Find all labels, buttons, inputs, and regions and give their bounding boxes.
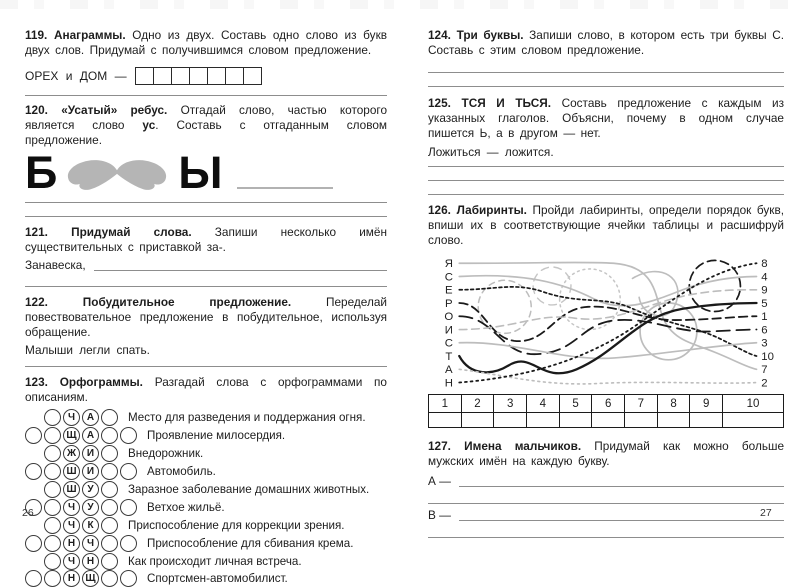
table-header-cell: 5	[559, 395, 592, 413]
maze-number: 5	[761, 297, 768, 310]
writing-line[interactable]	[428, 180, 784, 181]
letter-circle[interactable]: Ч	[63, 517, 80, 534]
empty-circle[interactable]	[25, 570, 42, 587]
page-right	[428, 0, 784, 538]
clue-text: Ветхое жильё.	[147, 500, 225, 514]
maze-path	[459, 316, 756, 354]
exercise-number: 125.	[428, 96, 451, 110]
empty-circle[interactable]	[101, 499, 118, 516]
table-header-cell: 3	[494, 395, 527, 413]
rebus-letter-left: Б	[25, 147, 57, 198]
table-header-cell: 4	[527, 395, 560, 413]
clue-text: Как происходит личная встреча.	[128, 554, 302, 568]
exercise-number: 122.	[25, 295, 48, 309]
letter-circle[interactable]: И	[82, 445, 99, 462]
table-answer-cell[interactable]	[657, 413, 690, 428]
clue-text: Приспособление для коррекции зрения.	[128, 518, 345, 532]
clue-text: Проявление милосердия.	[147, 429, 286, 443]
clue-text: Место для разведения и поддержания огня.	[128, 411, 366, 425]
orfogrammy-row	[25, 570, 387, 588]
mustache-rebus	[25, 147, 387, 198]
letter-circle[interactable]: Ч	[63, 553, 80, 570]
table-answer-cell[interactable]	[527, 413, 560, 428]
letter-circle[interactable]: Щ	[63, 427, 80, 444]
maze-letter: О	[444, 311, 454, 324]
rebus-letter-right: Ы	[178, 147, 222, 198]
exercise-number: 119.	[25, 28, 48, 42]
clue-text: Спортсмен-автомобилист.	[147, 572, 288, 586]
empty-circle[interactable]	[101, 481, 118, 498]
table-header-cell: 8	[657, 395, 690, 413]
clue-text: Автомобиль.	[147, 465, 216, 479]
empty-circle[interactable]	[120, 463, 137, 480]
empty-circle[interactable]	[44, 427, 61, 444]
exercise-title: Имена мальчиков.	[464, 439, 582, 453]
rebus-answer-line[interactable]	[237, 187, 333, 189]
orfogrammy-rows	[25, 409, 387, 588]
table-answer-cell[interactable]	[723, 413, 784, 428]
maze-letter: А	[445, 364, 453, 377]
maze-number: 7	[761, 364, 768, 377]
writing-line[interactable]	[428, 537, 784, 538]
table-header-cell: 10	[723, 395, 784, 413]
table-header-cell: 7	[625, 395, 658, 413]
writing-line[interactable]	[428, 166, 784, 167]
empty-circle[interactable]	[44, 570, 61, 587]
table-header-cell: 2	[461, 395, 494, 413]
exercise-121-heading	[25, 225, 387, 255]
exercise-text: Переделай повествовательное предложение в побудительное, используя обращение.	[25, 295, 387, 339]
maze-number: 6	[761, 324, 768, 337]
anagram-letter-box[interactable]	[189, 67, 208, 85]
maze-tangle-decoration	[533, 267, 571, 305]
orfogrammy-row	[25, 498, 387, 516]
orfogrammy-row	[25, 552, 387, 570]
letter-circle[interactable]: К	[82, 517, 99, 534]
table-answer-cell[interactable]	[429, 413, 462, 428]
writing-line[interactable]	[25, 202, 387, 203]
letter-circle[interactable]: Ч	[63, 499, 80, 516]
table-header-cell: 6	[592, 395, 625, 413]
mustache-icon	[58, 157, 176, 193]
writing-line[interactable]	[428, 503, 784, 504]
empty-circle[interactable]	[101, 445, 118, 462]
anagram-conjunction: и	[65, 69, 73, 83]
empty-circle[interactable]	[120, 535, 137, 552]
exercise-126-heading	[428, 203, 784, 248]
table-answer-cell[interactable]	[690, 413, 723, 428]
maze-path	[459, 290, 756, 330]
table-header-cell: 1	[429, 395, 462, 413]
clue-text: Заразное заболевание домашних животных.	[128, 483, 370, 496]
maze-number: 2	[761, 377, 768, 390]
decode-table-answer-row	[429, 413, 784, 428]
exercise-text: Разгадай слова с орфограммами по описаниям.	[25, 375, 387, 404]
empty-circle[interactable]	[101, 570, 118, 587]
anagram-word-1: ОРЕХ	[25, 69, 59, 83]
anagram-letter-box[interactable]	[135, 67, 154, 85]
empty-circle[interactable]	[25, 463, 42, 480]
empty-circle[interactable]	[44, 535, 61, 552]
empty-circle[interactable]	[120, 499, 137, 516]
exercise-number: 127.	[428, 439, 451, 453]
empty-circle[interactable]	[120, 570, 137, 587]
orfogrammy-row	[25, 427, 387, 445]
empty-circle[interactable]	[101, 427, 118, 444]
letter-circle[interactable]: А	[82, 427, 99, 444]
letter-circle[interactable]: Ч	[63, 409, 80, 426]
exercise-title: Побудительное предложение.	[82, 295, 292, 309]
letter-circle[interactable]: Ш	[63, 481, 80, 498]
page-left	[25, 0, 387, 588]
table-answer-cell[interactable]	[625, 413, 658, 428]
anagram-letter-box[interactable]	[207, 67, 226, 85]
exercise-number: 124.	[428, 28, 451, 42]
table-header-cell: 9	[690, 395, 723, 413]
empty-circle[interactable]	[44, 553, 61, 570]
empty-circle[interactable]	[101, 463, 118, 480]
anagram-letter-box[interactable]	[153, 67, 172, 85]
exercise-number: 120.	[25, 103, 48, 117]
exercise-text: Запиши несколько имён существительных с приставкой за-.	[25, 225, 387, 254]
clue-text: Приспособление для сбивания крема.	[147, 536, 354, 550]
letter-circle[interactable]: Н	[63, 535, 80, 552]
clue-text: Внедорожник.	[128, 447, 204, 461]
table-answer-cell[interactable]	[592, 413, 625, 428]
exercise-title: «Усатый» ребус.	[61, 103, 168, 117]
writing-line[interactable]	[428, 194, 784, 195]
exercise-title: Придумай слова.	[71, 225, 192, 239]
anagram-word-2: ДОМ	[79, 69, 108, 83]
exercise-text: Одно из двух. Составь одно слово из букв двух слов. Придумай с получившимся словом предложение.	[25, 28, 388, 57]
exercise-bold-word: ус	[142, 118, 156, 132]
letter-a-row	[428, 474, 784, 489]
maze-number: 10	[761, 350, 774, 363]
exercise-title: ТСЯ И ТЬСЯ.	[461, 96, 552, 110]
empty-circle[interactable]	[25, 427, 42, 444]
empty-circle[interactable]	[120, 427, 137, 444]
anagram-dash: —	[114, 69, 127, 83]
writing-line[interactable]	[428, 72, 784, 73]
example-word: Занавеска,	[25, 258, 86, 272]
empty-circle[interactable]	[101, 517, 118, 534]
anagram-letter-box[interactable]	[171, 67, 190, 85]
letter-circle[interactable]: Ч	[82, 535, 99, 552]
exercise-119-heading	[25, 28, 387, 58]
empty-circle[interactable]	[44, 409, 61, 426]
letter-circle[interactable]: А	[82, 409, 99, 426]
exercise-127-heading	[428, 439, 784, 469]
exercise-122-sentence: Малыши легли спать.	[25, 343, 150, 357]
exercise-125-heading	[428, 96, 784, 141]
writing-line[interactable]	[25, 366, 387, 367]
maze-letter: И	[444, 324, 453, 337]
empty-circle[interactable]	[44, 499, 61, 516]
anagram-letter-box[interactable]	[243, 67, 262, 85]
exercise-number: 121.	[25, 225, 48, 239]
writing-line[interactable]	[94, 270, 387, 271]
exercise-number: 123.	[25, 375, 48, 389]
exercise-number: 126.	[428, 203, 451, 217]
maze-path	[459, 262, 756, 369]
exercise-title: Анаграммы.	[53, 28, 126, 42]
empty-circle[interactable]	[101, 535, 118, 552]
exercise-123-heading	[25, 375, 387, 405]
orfogrammy-row	[25, 534, 387, 552]
writing-line[interactable]	[428, 86, 784, 87]
letter-circle[interactable]: Н	[82, 553, 99, 570]
letter-v-label: В —	[428, 508, 451, 522]
empty-circle[interactable]	[44, 481, 61, 498]
empty-circle[interactable]	[101, 553, 118, 570]
empty-circle[interactable]	[44, 463, 61, 480]
letter-circle[interactable]: Ш	[63, 463, 80, 480]
letter-circle[interactable]: Щ	[82, 570, 99, 587]
orfogrammy-row	[25, 463, 387, 481]
anagram-boxes	[136, 67, 262, 85]
maze-number: 1	[761, 311, 768, 324]
maze-number: 9	[761, 284, 768, 297]
page-number-right: 27	[760, 507, 772, 519]
table-answer-cell[interactable]	[461, 413, 494, 428]
empty-circle[interactable]	[44, 517, 61, 534]
maze-letter: Е	[445, 284, 453, 297]
maze-letter: С	[444, 271, 453, 284]
exercise-title: Лабиринты.	[456, 203, 527, 217]
empty-circle[interactable]	[44, 445, 61, 462]
example-line	[25, 258, 387, 273]
maze-letter: Н	[444, 377, 453, 390]
exercise-title: Три буквы.	[456, 28, 524, 42]
maze-number: 8	[761, 258, 768, 271]
exercise-text: Составь предложение с каждым из указанных глаголов. Объясни, почему в одном случае пишется Ь, а в другом — нет.	[428, 96, 784, 140]
empty-circle[interactable]	[25, 535, 42, 552]
exercise-120-heading	[25, 103, 387, 148]
writing-line[interactable]	[459, 486, 784, 487]
maze-number: 3	[761, 337, 768, 350]
writing-line[interactable]	[25, 95, 387, 96]
exercise-125-example: Ложиться — ложится.	[428, 145, 554, 159]
maze-letter: Р	[445, 297, 453, 310]
page-number-left: 26	[22, 507, 34, 519]
exercise-text: . Составь с отгаданным словом предложение.	[25, 118, 388, 147]
orfogrammy-row	[25, 445, 387, 463]
maze-letter: С	[444, 337, 453, 350]
letter-circle[interactable]: У	[82, 481, 99, 498]
letter-a-label: А —	[428, 474, 451, 488]
exercise-text: Пройди лабиринты, определи порядок букв, впиши их в соответствующие ячейки таблицы и расшифруй слово.	[428, 203, 784, 247]
letter-v-row	[428, 508, 784, 523]
table-answer-cell[interactable]	[559, 413, 592, 428]
letter-circle[interactable]: И	[82, 463, 99, 480]
anagram-equation	[25, 66, 387, 86]
anagram-letter-box[interactable]	[225, 67, 244, 85]
exercise-text: Придумай как можно больше мужских имён на каждую букву.	[428, 439, 784, 468]
orfogrammy-row	[25, 481, 387, 499]
orfogrammy-row	[25, 516, 387, 534]
exercise-text: Запиши слово, в котором есть три буквы С. Составь с этим словом предложение.	[428, 28, 784, 57]
labyrinth-puzzle	[428, 250, 784, 392]
writing-line[interactable]	[25, 286, 387, 287]
decode-table-header-row	[429, 395, 784, 413]
exercise-124-heading	[428, 28, 784, 58]
maze-number: 4	[761, 271, 768, 284]
writing-line[interactable]	[459, 520, 784, 521]
writing-line[interactable]	[25, 216, 387, 217]
letter-circle[interactable]: У	[82, 499, 99, 516]
exercise-text: Отгадай слово, частью которого является слово	[25, 103, 388, 132]
table-answer-cell[interactable]	[494, 413, 527, 428]
exercise-title: Орфограммы.	[59, 375, 143, 389]
maze-letter: Т	[445, 350, 453, 363]
letter-circle[interactable]: Н	[63, 570, 80, 587]
maze-letter: Я	[444, 258, 453, 271]
exercise-122-heading	[25, 295, 387, 340]
orfogrammy-row	[25, 409, 387, 427]
letter-circle[interactable]: Ж	[63, 445, 80, 462]
empty-circle[interactable]	[101, 409, 118, 426]
decode-table	[428, 394, 784, 428]
